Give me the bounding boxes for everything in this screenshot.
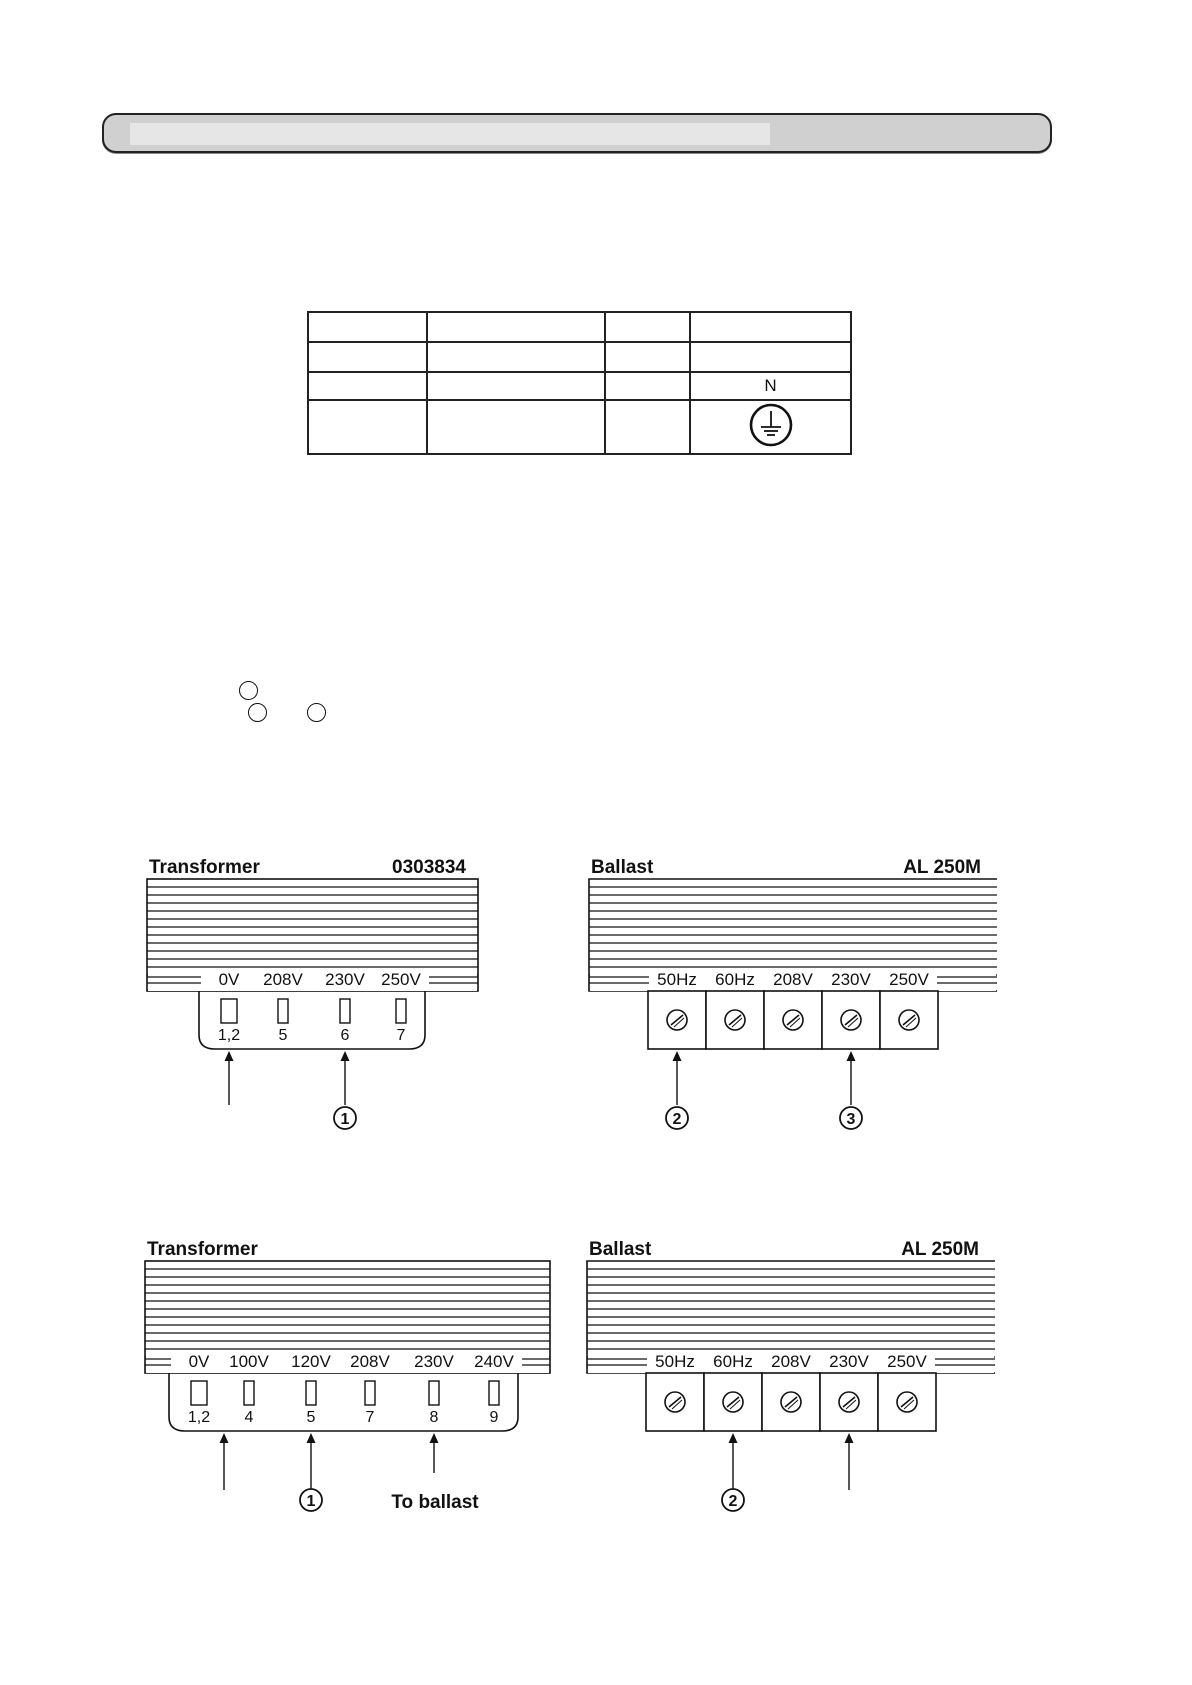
voltage-label: 0V — [188, 1352, 210, 1371]
pin-number: 5 — [306, 1409, 316, 1426]
arrow-head-icon — [729, 1433, 738, 1443]
arrow-head-icon — [673, 1051, 682, 1061]
ballast-title: Ballast — [589, 1239, 652, 1260]
voltage-label: 230V — [831, 970, 871, 989]
voltage-label: 230V — [325, 970, 365, 989]
voltage-label: 250V — [381, 970, 421, 989]
pin-tray — [169, 1373, 518, 1431]
transformer-title: Transformer — [147, 1239, 258, 1260]
voltage-label: 60Hz — [713, 1352, 753, 1371]
pin-number: 6 — [340, 1027, 350, 1044]
pin-number: 1,2 — [217, 1027, 241, 1044]
voltage-label: 50Hz — [655, 1352, 695, 1371]
pin-number: 9 — [489, 1409, 499, 1426]
voltage-label: 250V — [889, 970, 929, 989]
arrow-head-icon — [845, 1433, 854, 1443]
transformer-part-number: 0303834 — [392, 857, 466, 878]
to-ballast-label: To ballast — [391, 1492, 479, 1513]
voltage-label: 60Hz — [715, 970, 755, 989]
callout-number: 3 — [846, 1111, 856, 1128]
pin-number: 1,2 — [187, 1409, 211, 1426]
transformer-pin — [489, 1381, 499, 1405]
voltage-label: 208V — [771, 1352, 811, 1371]
transformer-band-mask — [148, 971, 477, 991]
transformer-pin — [365, 1381, 375, 1405]
transformer-pin — [221, 999, 237, 1023]
pin-number: 8 — [429, 1409, 439, 1426]
voltage-label: 208V — [263, 970, 303, 989]
transformer-pin — [191, 1381, 207, 1405]
ballast-model: AL 250M — [901, 1239, 979, 1260]
voltage-label: 100V — [229, 1352, 269, 1371]
transformer-pin — [429, 1381, 439, 1405]
transformer-pin — [306, 1381, 316, 1405]
ballast-model: AL 250M — [903, 857, 981, 878]
voltage-label: 50Hz — [657, 970, 697, 989]
callout-number: 1 — [340, 1111, 350, 1128]
pin-number: 7 — [365, 1409, 375, 1426]
callout-number: 2 — [672, 1111, 682, 1128]
transformer-pin — [340, 999, 350, 1023]
voltage-label: 230V — [414, 1352, 454, 1371]
ballast-title: Ballast — [591, 857, 654, 878]
voltage-label: 240V — [474, 1352, 514, 1371]
voltage-label: 120V — [291, 1352, 331, 1371]
voltage-label: 208V — [773, 970, 813, 989]
pin-number: 7 — [396, 1027, 406, 1044]
pin-number: 4 — [244, 1409, 254, 1426]
transformer-pin — [396, 999, 406, 1023]
callout-number: 2 — [728, 1493, 738, 1510]
arrow-head-icon — [307, 1433, 316, 1443]
voltage-label: 250V — [887, 1352, 927, 1371]
arrow-head-icon — [341, 1051, 350, 1061]
transformer-title: Transformer — [149, 857, 260, 878]
arrow-head-icon — [220, 1433, 229, 1443]
voltage-label: 208V — [350, 1352, 390, 1371]
voltage-label: 0V — [218, 970, 240, 989]
transformer-pin — [244, 1381, 254, 1405]
arrow-head-icon — [847, 1051, 856, 1061]
transformer-pin — [278, 999, 288, 1023]
voltage-label: 230V — [829, 1352, 869, 1371]
neutral-label: N — [690, 372, 851, 400]
arrow-head-icon — [225, 1051, 234, 1061]
pin-number: 5 — [278, 1027, 288, 1044]
arrow-head-icon — [430, 1433, 439, 1443]
callout-number: 1 — [306, 1493, 316, 1510]
